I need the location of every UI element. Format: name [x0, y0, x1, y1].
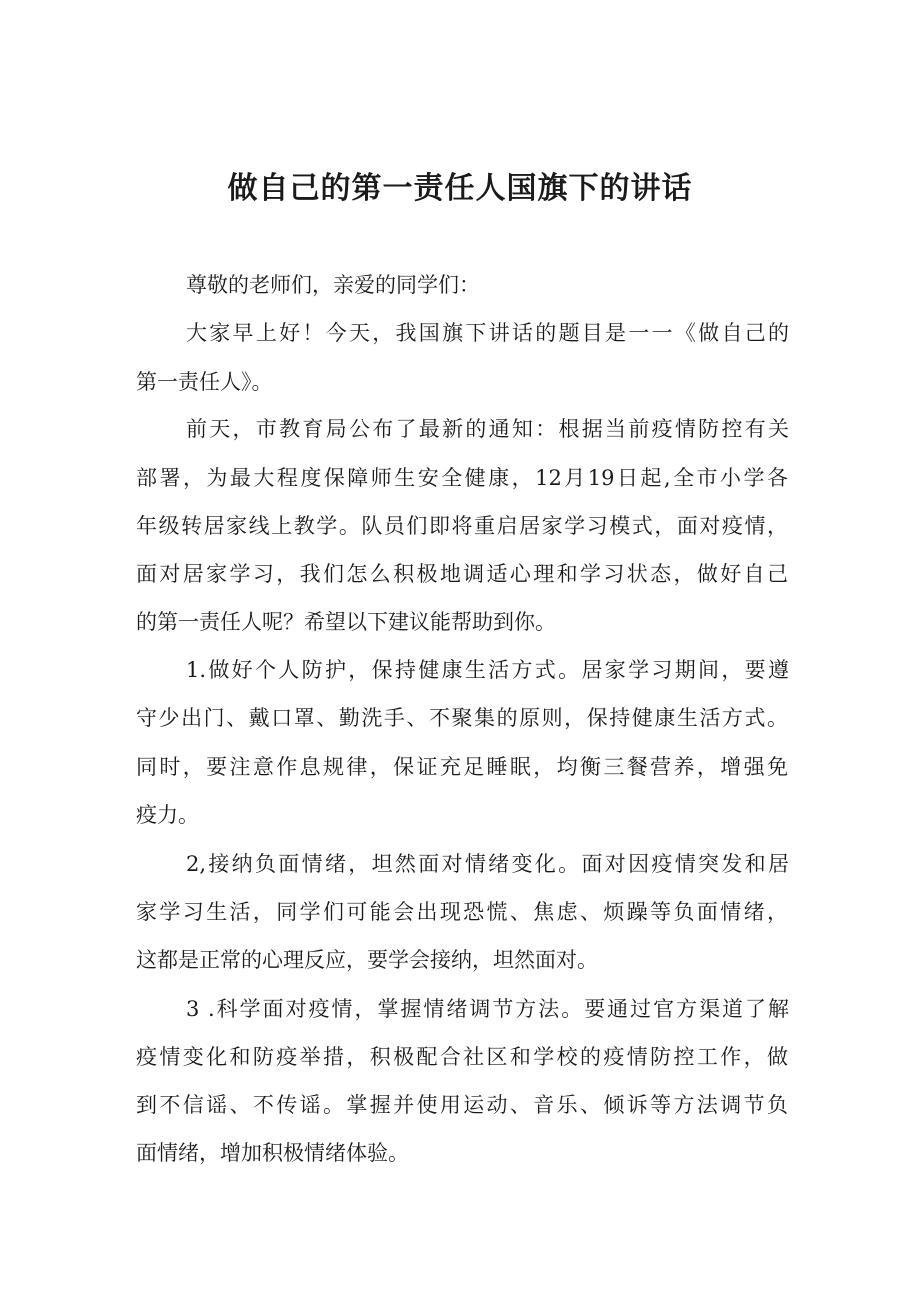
paragraph-line: 第一责任人》。: [136, 370, 273, 394]
paragraph-line: 疫力。: [136, 803, 199, 827]
paragraph-line: 面对居家学习，我们怎么积极地调适心理和学习状态，做好自己: [136, 562, 788, 586]
paragraph-line: 疫情变化和防疫举措，积极配合社区和学校的疫情防控工作，做: [136, 1045, 788, 1069]
paragraph-line: 年级转居家线上教学。队员们即将重启居家学习模式，面对疫情，: [136, 514, 788, 538]
document-title: 做自己的第一责任人国旗下的讲话: [227, 171, 693, 206]
paragraph-line: 到不信谣、不传谣。掌握并使用运动、音乐、倾诉等方法调节负: [136, 1093, 788, 1117]
paragraph-line: 这都是正常的心理反应，要学会接纳，坦然面对。: [136, 948, 598, 972]
paragraph-line: 部署，为最大程度保障师生安全健康，12月19日起,全市小学各: [136, 466, 788, 490]
paragraph-line: 前天，市教育局公布了最新的通知：根据当前疫情防控有关: [186, 417, 789, 441]
paragraph-line: 的第一责任人呢？希望以下建议能帮助到你。: [136, 610, 556, 634]
greeting-line: 尊敬的老师们，亲爱的同学们：: [186, 273, 480, 297]
paragraph-line: 2,接纳负面情绪，坦然面对情绪变化。面对因疫情突发和居: [186, 852, 789, 876]
paragraph-line: 大家早上好！今天，我国旗下讲话的题目是一一《做自己的: [186, 321, 789, 345]
paragraph-line: 家学习生活，同学们可能会出现恐慌、焦虑、烦躁等负面情绪，: [136, 900, 788, 924]
paragraph-line: 1.做好个人防护，保持健康生活方式。居家学习期间，要遵: [186, 658, 789, 682]
paragraph-line: 3 .科学面对疫情，掌握情绪调节方法。要通过官方渠道了解: [186, 997, 789, 1021]
paragraph-line: 面情绪，增加积极情绪体验。: [136, 1141, 409, 1165]
paragraph-line: 守少出门、戴口罩、勤洗手、不聚集的原则，保持健康生活方式。: [136, 706, 788, 730]
paragraph-line: 同时，要注意作息规律，保证充足睡眠，均衡三餐营养，增强免: [136, 755, 788, 779]
